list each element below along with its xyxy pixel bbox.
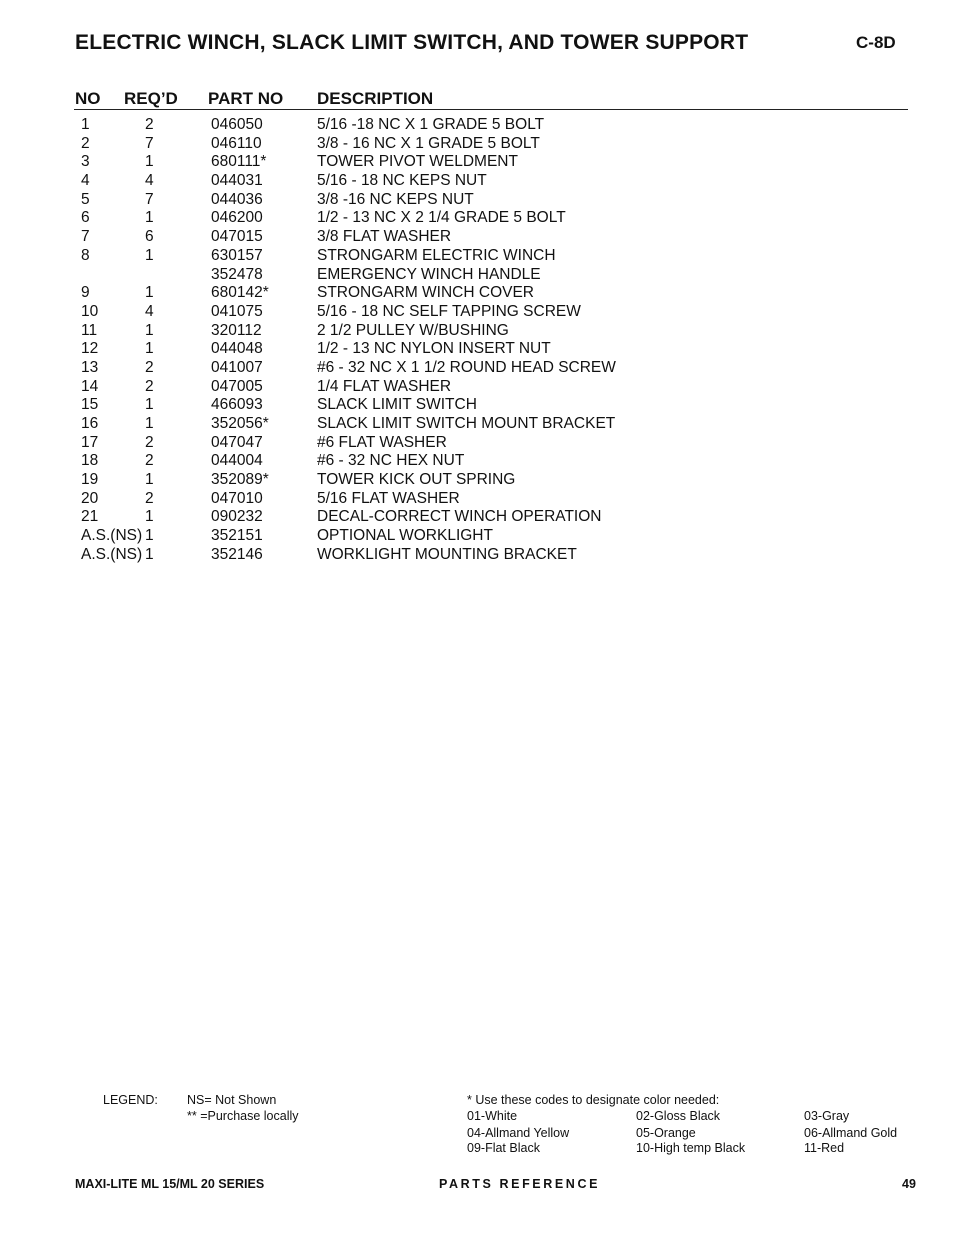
part-description: SLACK LIMIT SWITCH xyxy=(317,396,477,414)
table-row xyxy=(0,396,954,415)
part-number: 044036 xyxy=(211,190,263,208)
part-description: #6 - 32 NC X 1 1/2 ROUND HEAD SCREW xyxy=(317,358,616,376)
part-description: 1/4 FLAT WASHER xyxy=(317,377,452,395)
item-number: 1 xyxy=(81,116,90,133)
part-description: SLACK LIMIT SWITCH MOUNT BRACKET xyxy=(317,415,616,432)
page-code: C-8D xyxy=(856,33,896,52)
part-number: 047010 xyxy=(211,489,263,507)
part-description: STRONGARM ELECTRIC WINCH xyxy=(317,246,556,264)
part-description: 1/2 - 13 NC NYLON INSERT NUT xyxy=(317,340,551,358)
footer-page-number: 49 xyxy=(902,1177,916,1191)
quantity-required: 7 xyxy=(145,190,154,208)
part-description: EMERGENCY WINCH HANDLE xyxy=(317,265,541,283)
table-row xyxy=(0,359,954,378)
table-row xyxy=(0,490,954,509)
table-row xyxy=(0,303,954,322)
quantity-required: 6 xyxy=(145,228,154,246)
part-number: 352056* xyxy=(211,415,269,432)
item-number: 6 xyxy=(81,209,90,227)
item-number: 7 xyxy=(81,228,90,246)
part-number: 630157 xyxy=(211,246,263,264)
part-number: 047047 xyxy=(211,433,263,451)
part-number: 680142* xyxy=(211,284,269,302)
table-row xyxy=(0,247,954,266)
part-number: 046050 xyxy=(211,116,263,133)
part-number: 044004 xyxy=(211,452,263,470)
legend-purchase-locally: ** =Purchase locally xyxy=(187,1109,299,1123)
part-description: #6 - 32 NC HEX NUT xyxy=(317,452,465,470)
quantity-required: 2 xyxy=(145,489,154,507)
item-number: 15 xyxy=(81,396,99,414)
column-header-req: REQ’D xyxy=(124,89,178,108)
table-row xyxy=(0,378,954,397)
table-row xyxy=(0,322,954,341)
table-row xyxy=(0,527,954,546)
quantity-required: 2 xyxy=(145,358,154,376)
item-number: 17 xyxy=(81,433,99,451)
part-number: 044031 xyxy=(211,172,263,190)
legend-not-shown: NS= Not Shown xyxy=(187,1093,277,1107)
table-row xyxy=(0,116,954,135)
part-description: OPTIONAL WORKLIGHT xyxy=(317,527,493,545)
table-row xyxy=(0,452,954,471)
quantity-required: 1 xyxy=(145,153,154,171)
quantity-required: 4 xyxy=(145,302,154,320)
legend-label: LEGEND: xyxy=(103,1093,158,1107)
part-number: 044048 xyxy=(211,340,263,358)
quantity-required: 1 xyxy=(145,246,154,264)
part-description: 5/16 - 18 NC KEPS NUT xyxy=(317,172,487,190)
part-description: TOWER KICK OUT SPRING xyxy=(317,471,516,489)
part-description: 5/16 -18 NC X 1 GRADE 5 BOLT xyxy=(317,116,545,133)
part-description: STRONGARM WINCH COVER xyxy=(317,284,534,302)
part-description: 5/16 - 18 NC SELF TAPPING SCREW xyxy=(317,302,581,320)
quantity-required: 1 xyxy=(145,527,154,545)
part-number: 352146 xyxy=(211,545,263,563)
part-description: 1/2 - 13 NC X 2 1/4 GRADE 5 BOLT xyxy=(317,209,566,227)
color-code-high-temp-black: 10-High temp Black xyxy=(636,1141,746,1155)
quantity-required: 1 xyxy=(145,209,154,227)
table-row xyxy=(0,546,954,565)
table-row xyxy=(0,434,954,453)
color-code-red: 11-Red xyxy=(804,1141,845,1155)
part-description: TOWER PIVOT WELDMENT xyxy=(317,153,518,171)
table-row xyxy=(0,172,954,191)
part-number: 047015 xyxy=(211,228,263,246)
part-number: 041007 xyxy=(211,358,263,376)
footer-parts-reference: PARTS REFERENCE xyxy=(439,1177,601,1191)
color-code-white: 01-White xyxy=(467,1109,518,1123)
quantity-required: 1 xyxy=(145,340,154,358)
part-description: #6 FLAT WASHER xyxy=(317,433,447,451)
table-row xyxy=(0,228,954,247)
item-number: 5 xyxy=(81,190,90,208)
part-number: 047005 xyxy=(211,377,263,395)
quantity-required: 2 xyxy=(145,452,154,470)
color-code-gray: 03-Gray xyxy=(804,1109,850,1123)
item-number: 2 xyxy=(81,134,90,152)
quantity-required: 1 xyxy=(145,471,154,489)
item-number: 19 xyxy=(81,471,99,489)
quantity-required: 1 xyxy=(145,396,154,414)
header-divider xyxy=(74,109,908,110)
table-row xyxy=(0,209,954,228)
color-code-gloss-black: 02-Gloss Black xyxy=(636,1109,721,1123)
parts-list xyxy=(0,116,954,565)
column-header-part-no: PART NO xyxy=(208,89,284,108)
part-description: 3/8 -16 NC KEPS NUT xyxy=(317,190,474,208)
table-row xyxy=(0,153,954,172)
item-number: A.S.(NS) xyxy=(81,527,143,545)
part-number: 680111* xyxy=(211,153,267,171)
quantity-required: 1 xyxy=(145,321,154,339)
item-number: 8 xyxy=(81,246,90,264)
part-number: 041075 xyxy=(211,302,263,320)
table-row xyxy=(0,135,954,154)
color-code-allmand-yellow: 04-Allmand Yellow xyxy=(467,1126,570,1140)
item-number: A.S.(NS) xyxy=(81,545,143,563)
quantity-required: 1 xyxy=(145,284,154,302)
table-row xyxy=(0,415,954,434)
item-number: 14 xyxy=(81,377,99,395)
table-row xyxy=(0,340,954,359)
part-number: 046200 xyxy=(211,209,263,227)
column-header-no: NO xyxy=(75,89,101,108)
page-title: ELECTRIC WINCH, SLACK LIMIT SWITCH, AND TOWER SUPPORT xyxy=(75,31,749,54)
item-number: 9 xyxy=(81,284,90,302)
item-number: 13 xyxy=(81,358,99,376)
quantity-required: 1 xyxy=(145,508,154,526)
part-number: 090232 xyxy=(211,508,263,526)
table-row xyxy=(0,471,954,490)
table-row xyxy=(0,284,954,303)
quantity-required: 2 xyxy=(145,433,154,451)
footer-series: MAXI-LITE ML 15/ML 20 SERIES xyxy=(75,1177,265,1191)
quantity-required: 2 xyxy=(145,377,154,395)
item-number: 21 xyxy=(81,508,99,526)
part-number: 320112 xyxy=(211,321,262,339)
quantity-required: 2 xyxy=(145,116,154,133)
part-description: 3/8 - 16 NC X 1 GRADE 5 BOLT xyxy=(317,134,540,152)
color-code-allmand-gold: 06-Allmand Gold xyxy=(804,1126,898,1140)
part-number: 352089* xyxy=(211,471,269,489)
part-description: 2 1/2 PULLEY W/BUSHING xyxy=(317,321,509,339)
part-number: 046110 xyxy=(211,134,262,152)
column-header-description: DESCRIPTION xyxy=(317,89,434,108)
part-description: 3/8 FLAT WASHER xyxy=(317,228,452,246)
quantity-required: 7 xyxy=(145,134,154,152)
quantity-required: 4 xyxy=(145,172,154,190)
part-description: 5/16 FLAT WASHER xyxy=(317,489,460,507)
table-row xyxy=(0,191,954,210)
item-number: 18 xyxy=(81,452,99,470)
color-code-note: * Use these codes to designate color needed: xyxy=(467,1093,720,1107)
item-number: 11 xyxy=(81,321,98,339)
item-number: 4 xyxy=(81,172,90,190)
item-number: 16 xyxy=(81,415,99,432)
item-number: 20 xyxy=(81,489,99,507)
part-description: WORKLIGHT MOUNTING BRACKET xyxy=(317,545,577,563)
part-description: DECAL-CORRECT WINCH OPERATION xyxy=(317,508,602,526)
table-row xyxy=(0,508,954,527)
part-number: 466093 xyxy=(211,396,263,414)
table-row xyxy=(0,266,954,285)
color-code-flat-black: 09-Flat Black xyxy=(467,1141,540,1155)
color-code-orange: 05-Orange xyxy=(636,1126,696,1140)
quantity-required: 1 xyxy=(145,415,154,432)
quantity-required: 1 xyxy=(145,545,154,563)
item-number: 12 xyxy=(81,340,99,358)
part-number: 352151 xyxy=(211,527,263,545)
part-number: 352478 xyxy=(211,265,263,283)
item-number: 3 xyxy=(81,153,90,171)
item-number: 10 xyxy=(81,302,99,320)
